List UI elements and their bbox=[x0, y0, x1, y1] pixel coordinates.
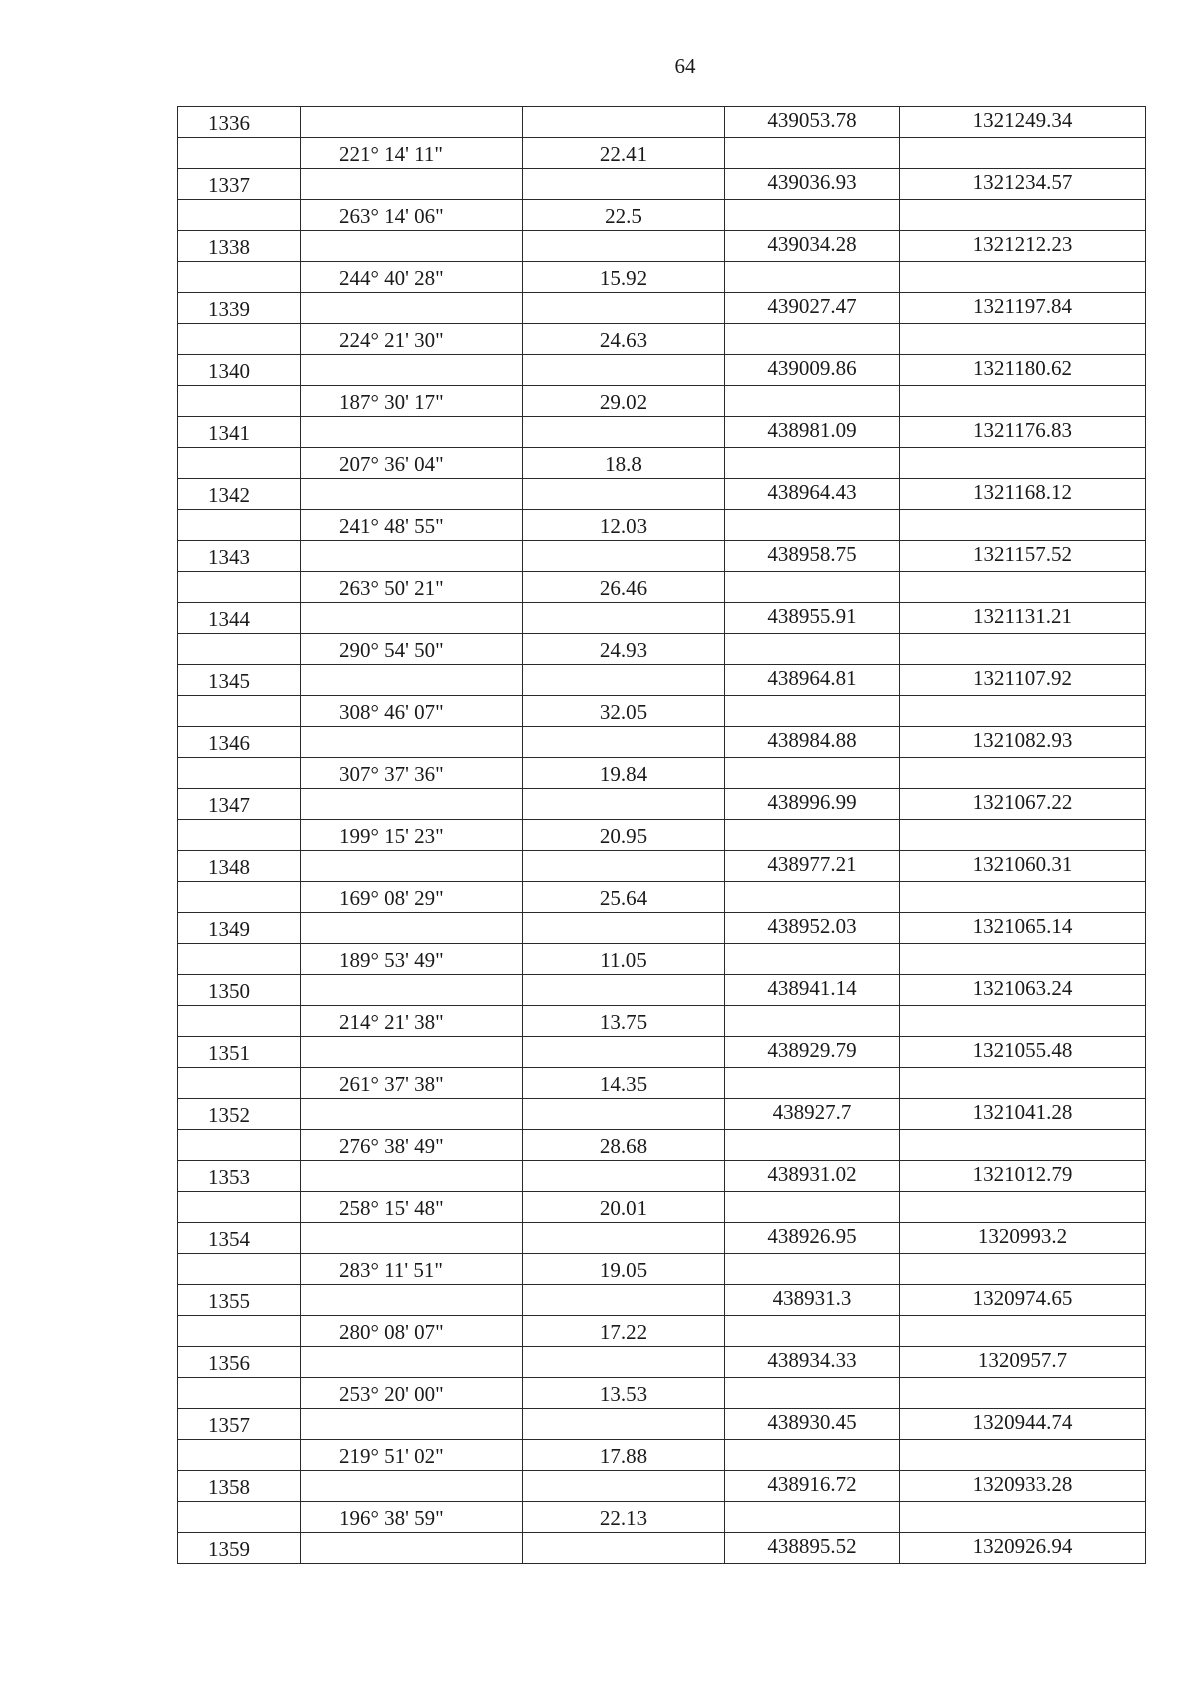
station-row bbox=[178, 479, 1146, 510]
course-row bbox=[178, 1316, 1146, 1347]
station-row bbox=[178, 1223, 1146, 1254]
easting-cell bbox=[725, 882, 900, 913]
bearing-cell: 224° 21' 30" bbox=[301, 324, 523, 355]
course-row bbox=[178, 1440, 1146, 1471]
station-cell: 1339 bbox=[178, 293, 301, 324]
distance-cell: 14.35 bbox=[523, 1068, 725, 1099]
easting-cell: 438952.03 bbox=[725, 913, 900, 944]
bearing-cell bbox=[301, 1347, 523, 1378]
distance-cell bbox=[523, 727, 725, 758]
course-row bbox=[178, 1068, 1146, 1099]
bearing-cell: 258° 15' 48" bbox=[301, 1192, 523, 1223]
distance-cell bbox=[523, 1285, 725, 1316]
station-cell: 1349 bbox=[178, 913, 301, 944]
bearing-cell: 263° 14' 06" bbox=[301, 200, 523, 231]
bearing-cell: 253° 20' 00" bbox=[301, 1378, 523, 1409]
easting-cell: 439053.78 bbox=[725, 107, 900, 138]
bearing-cell bbox=[301, 913, 523, 944]
distance-cell: 28.68 bbox=[523, 1130, 725, 1161]
station-row bbox=[178, 1347, 1146, 1378]
distance-cell bbox=[523, 1533, 725, 1564]
bearing-cell: 207° 36' 04" bbox=[301, 448, 523, 479]
course-row bbox=[178, 448, 1146, 479]
northing-cell bbox=[900, 634, 1146, 665]
bearing-cell bbox=[301, 727, 523, 758]
distance-cell: 13.75 bbox=[523, 1006, 725, 1037]
course-row bbox=[178, 138, 1146, 169]
bearing-cell bbox=[301, 541, 523, 572]
distance-cell bbox=[523, 417, 725, 448]
survey-table-body bbox=[178, 107, 1146, 1564]
northing-cell: 1321060.31 bbox=[900, 851, 1146, 882]
station-cell bbox=[178, 262, 301, 293]
easting-cell bbox=[725, 324, 900, 355]
station-cell bbox=[178, 572, 301, 603]
distance-cell: 17.22 bbox=[523, 1316, 725, 1347]
station-row bbox=[178, 541, 1146, 572]
northing-cell: 1321131.21 bbox=[900, 603, 1146, 634]
bearing-cell bbox=[301, 1409, 523, 1440]
distance-cell bbox=[523, 665, 725, 696]
course-row bbox=[178, 324, 1146, 355]
northing-cell bbox=[900, 448, 1146, 479]
northing-cell bbox=[900, 820, 1146, 851]
easting-cell bbox=[725, 634, 900, 665]
station-cell: 1342 bbox=[178, 479, 301, 510]
easting-cell: 439027.47 bbox=[725, 293, 900, 324]
station-cell: 1338 bbox=[178, 231, 301, 262]
easting-cell bbox=[725, 200, 900, 231]
northing-cell bbox=[900, 696, 1146, 727]
station-row bbox=[178, 417, 1146, 448]
distance-cell: 12.03 bbox=[523, 510, 725, 541]
distance-cell bbox=[523, 1409, 725, 1440]
easting-cell: 438955.91 bbox=[725, 603, 900, 634]
distance-cell bbox=[523, 355, 725, 386]
station-row bbox=[178, 665, 1146, 696]
station-cell bbox=[178, 448, 301, 479]
station-cell: 1352 bbox=[178, 1099, 301, 1130]
northing-cell bbox=[900, 386, 1146, 417]
bearing-cell bbox=[301, 231, 523, 262]
station-cell: 1357 bbox=[178, 1409, 301, 1440]
distance-cell: 24.93 bbox=[523, 634, 725, 665]
northing-cell: 1321180.62 bbox=[900, 355, 1146, 386]
station-row bbox=[178, 293, 1146, 324]
station-cell: 1359 bbox=[178, 1533, 301, 1564]
easting-cell bbox=[725, 1068, 900, 1099]
bearing-cell bbox=[301, 603, 523, 634]
bearing-cell: 307° 37' 36" bbox=[301, 758, 523, 789]
northing-cell: 1321168.12 bbox=[900, 479, 1146, 510]
station-cell bbox=[178, 634, 301, 665]
bearing-cell: 196° 38' 59" bbox=[301, 1502, 523, 1533]
bearing-cell: 169° 08' 29" bbox=[301, 882, 523, 913]
survey-coordinates-table bbox=[177, 106, 1146, 1564]
northing-cell bbox=[900, 758, 1146, 789]
bearing-cell bbox=[301, 789, 523, 820]
bearing-cell bbox=[301, 293, 523, 324]
easting-cell: 438964.43 bbox=[725, 479, 900, 510]
station-row bbox=[178, 1533, 1146, 1564]
bearing-cell bbox=[301, 1471, 523, 1502]
distance-cell: 19.05 bbox=[523, 1254, 725, 1285]
easting-cell bbox=[725, 262, 900, 293]
bearing-cell: 276° 38' 49" bbox=[301, 1130, 523, 1161]
northing-cell bbox=[900, 1068, 1146, 1099]
northing-cell bbox=[900, 138, 1146, 169]
bearing-cell bbox=[301, 169, 523, 200]
northing-cell bbox=[900, 882, 1146, 913]
distance-cell: 13.53 bbox=[523, 1378, 725, 1409]
northing-cell bbox=[900, 324, 1146, 355]
station-row bbox=[178, 1409, 1146, 1440]
distance-cell: 26.46 bbox=[523, 572, 725, 603]
distance-cell bbox=[523, 1161, 725, 1192]
station-cell bbox=[178, 1254, 301, 1285]
easting-cell: 438930.45 bbox=[725, 1409, 900, 1440]
northing-cell bbox=[900, 1130, 1146, 1161]
northing-cell: 1320933.28 bbox=[900, 1471, 1146, 1502]
distance-cell: 20.95 bbox=[523, 820, 725, 851]
easting-cell: 438916.72 bbox=[725, 1471, 900, 1502]
bearing-cell bbox=[301, 1037, 523, 1068]
station-cell bbox=[178, 1192, 301, 1223]
distance-cell: 29.02 bbox=[523, 386, 725, 417]
station-row bbox=[178, 1037, 1146, 1068]
course-row bbox=[178, 262, 1146, 293]
station-row bbox=[178, 603, 1146, 634]
easting-cell: 439036.93 bbox=[725, 169, 900, 200]
course-row bbox=[178, 1254, 1146, 1285]
easting-cell bbox=[725, 1006, 900, 1037]
course-row bbox=[178, 696, 1146, 727]
northing-cell: 1320944.74 bbox=[900, 1409, 1146, 1440]
northing-cell: 1321012.79 bbox=[900, 1161, 1146, 1192]
bearing-cell: 261° 37' 38" bbox=[301, 1068, 523, 1099]
easting-cell: 438895.52 bbox=[725, 1533, 900, 1564]
bearing-cell: 283° 11' 51" bbox=[301, 1254, 523, 1285]
station-cell: 1348 bbox=[178, 851, 301, 882]
course-row bbox=[178, 510, 1146, 541]
station-row bbox=[178, 789, 1146, 820]
easting-cell: 438941.14 bbox=[725, 975, 900, 1006]
distance-cell: 19.84 bbox=[523, 758, 725, 789]
northing-cell bbox=[900, 1440, 1146, 1471]
station-cell: 1347 bbox=[178, 789, 301, 820]
station-cell bbox=[178, 758, 301, 789]
station-cell: 1354 bbox=[178, 1223, 301, 1254]
distance-cell bbox=[523, 1099, 725, 1130]
distance-cell bbox=[523, 1037, 725, 1068]
northing-cell: 1321065.14 bbox=[900, 913, 1146, 944]
bearing-cell bbox=[301, 1285, 523, 1316]
northing-cell bbox=[900, 1316, 1146, 1347]
northing-cell bbox=[900, 1192, 1146, 1223]
easting-cell: 438931.3 bbox=[725, 1285, 900, 1316]
station-cell: 1353 bbox=[178, 1161, 301, 1192]
easting-cell bbox=[725, 1502, 900, 1533]
station-cell bbox=[178, 1006, 301, 1037]
station-cell: 1345 bbox=[178, 665, 301, 696]
easting-cell: 438977.21 bbox=[725, 851, 900, 882]
station-row bbox=[178, 169, 1146, 200]
northing-cell: 1320926.94 bbox=[900, 1533, 1146, 1564]
course-row bbox=[178, 1502, 1146, 1533]
easting-cell: 438981.09 bbox=[725, 417, 900, 448]
bearing-cell bbox=[301, 1099, 523, 1130]
distance-cell: 22.5 bbox=[523, 200, 725, 231]
course-row bbox=[178, 200, 1146, 231]
distance-cell bbox=[523, 975, 725, 1006]
distance-cell: 22.41 bbox=[523, 138, 725, 169]
course-row bbox=[178, 944, 1146, 975]
easting-cell: 438931.02 bbox=[725, 1161, 900, 1192]
northing-cell: 1321157.52 bbox=[900, 541, 1146, 572]
easting-cell: 438958.75 bbox=[725, 541, 900, 572]
easting-cell bbox=[725, 386, 900, 417]
bearing-cell bbox=[301, 665, 523, 696]
distance-cell: 24.63 bbox=[523, 324, 725, 355]
distance-cell: 11.05 bbox=[523, 944, 725, 975]
station-row bbox=[178, 1161, 1146, 1192]
northing-cell: 1321041.28 bbox=[900, 1099, 1146, 1130]
station-cell bbox=[178, 944, 301, 975]
bearing-cell bbox=[301, 975, 523, 1006]
station-cell: 1343 bbox=[178, 541, 301, 572]
course-row bbox=[178, 572, 1146, 603]
station-row bbox=[178, 727, 1146, 758]
course-row bbox=[178, 1192, 1146, 1223]
northing-cell: 1320993.2 bbox=[900, 1223, 1146, 1254]
northing-cell bbox=[900, 944, 1146, 975]
easting-cell bbox=[725, 696, 900, 727]
northing-cell: 1321176.83 bbox=[900, 417, 1146, 448]
bearing-cell: 214° 21' 38" bbox=[301, 1006, 523, 1037]
northing-cell: 1320957.7 bbox=[900, 1347, 1146, 1378]
bearing-cell bbox=[301, 479, 523, 510]
station-cell bbox=[178, 1316, 301, 1347]
easting-cell: 438964.81 bbox=[725, 665, 900, 696]
easting-cell: 438934.33 bbox=[725, 1347, 900, 1378]
course-row bbox=[178, 1378, 1146, 1409]
station-cell: 1355 bbox=[178, 1285, 301, 1316]
station-cell: 1358 bbox=[178, 1471, 301, 1502]
easting-cell bbox=[725, 510, 900, 541]
easting-cell: 438926.95 bbox=[725, 1223, 900, 1254]
station-cell bbox=[178, 1502, 301, 1533]
station-row bbox=[178, 851, 1146, 882]
distance-cell bbox=[523, 1223, 725, 1254]
course-row bbox=[178, 1130, 1146, 1161]
station-row bbox=[178, 913, 1146, 944]
station-cell: 1340 bbox=[178, 355, 301, 386]
station-cell bbox=[178, 200, 301, 231]
distance-cell bbox=[523, 479, 725, 510]
distance-cell: 22.13 bbox=[523, 1502, 725, 1533]
distance-cell bbox=[523, 1347, 725, 1378]
bearing-cell: 221° 14' 11" bbox=[301, 138, 523, 169]
bearing-cell bbox=[301, 851, 523, 882]
bearing-cell bbox=[301, 355, 523, 386]
easting-cell bbox=[725, 1440, 900, 1471]
bearing-cell: 244° 40' 28" bbox=[301, 262, 523, 293]
distance-cell: 20.01 bbox=[523, 1192, 725, 1223]
distance-cell: 18.8 bbox=[523, 448, 725, 479]
easting-cell bbox=[725, 1130, 900, 1161]
easting-cell: 438996.99 bbox=[725, 789, 900, 820]
distance-cell bbox=[523, 1471, 725, 1502]
station-cell: 1344 bbox=[178, 603, 301, 634]
page-number: 64 bbox=[674, 54, 696, 78]
northing-cell bbox=[900, 510, 1146, 541]
distance-cell bbox=[523, 789, 725, 820]
station-cell: 1350 bbox=[178, 975, 301, 1006]
bearing-cell bbox=[301, 1533, 523, 1564]
easting-cell: 438929.79 bbox=[725, 1037, 900, 1068]
course-row bbox=[178, 1006, 1146, 1037]
distance-cell bbox=[523, 603, 725, 634]
station-row bbox=[178, 355, 1146, 386]
northing-cell: 1321082.93 bbox=[900, 727, 1146, 758]
distance-cell: 17.88 bbox=[523, 1440, 725, 1471]
bearing-cell: 219° 51' 02" bbox=[301, 1440, 523, 1471]
easting-cell bbox=[725, 1192, 900, 1223]
station-cell bbox=[178, 1378, 301, 1409]
station-cell: 1351 bbox=[178, 1037, 301, 1068]
easting-cell bbox=[725, 1254, 900, 1285]
northing-cell bbox=[900, 1006, 1146, 1037]
bearing-cell: 290° 54' 50" bbox=[301, 634, 523, 665]
station-cell: 1337 bbox=[178, 169, 301, 200]
course-row bbox=[178, 758, 1146, 789]
station-cell bbox=[178, 510, 301, 541]
easting-cell: 438927.7 bbox=[725, 1099, 900, 1130]
distance-cell bbox=[523, 107, 725, 138]
easting-cell bbox=[725, 944, 900, 975]
station-row bbox=[178, 107, 1146, 138]
station-cell: 1336 bbox=[178, 107, 301, 138]
northing-cell: 1321107.92 bbox=[900, 665, 1146, 696]
easting-cell bbox=[725, 1378, 900, 1409]
distance-cell: 25.64 bbox=[523, 882, 725, 913]
station-cell bbox=[178, 882, 301, 913]
distance-cell: 32.05 bbox=[523, 696, 725, 727]
northing-cell bbox=[900, 1378, 1146, 1409]
easting-cell: 439034.28 bbox=[725, 231, 900, 262]
northing-cell: 1321249.34 bbox=[900, 107, 1146, 138]
easting-cell bbox=[725, 572, 900, 603]
station-cell bbox=[178, 1130, 301, 1161]
station-cell bbox=[178, 138, 301, 169]
station-cell bbox=[178, 324, 301, 355]
bearing-cell: 187° 30' 17" bbox=[301, 386, 523, 417]
station-row bbox=[178, 1099, 1146, 1130]
bearing-cell: 280° 08' 07" bbox=[301, 1316, 523, 1347]
station-cell bbox=[178, 1068, 301, 1099]
station-cell: 1356 bbox=[178, 1347, 301, 1378]
bearing-cell: 199° 15' 23" bbox=[301, 820, 523, 851]
easting-cell bbox=[725, 448, 900, 479]
distance-cell bbox=[523, 851, 725, 882]
distance-cell bbox=[523, 169, 725, 200]
station-cell bbox=[178, 1440, 301, 1471]
northing-cell: 1321067.22 bbox=[900, 789, 1146, 820]
northing-cell: 1321234.57 bbox=[900, 169, 1146, 200]
northing-cell: 1321212.23 bbox=[900, 231, 1146, 262]
bearing-cell: 189° 53' 49" bbox=[301, 944, 523, 975]
course-row bbox=[178, 386, 1146, 417]
easting-cell bbox=[725, 1316, 900, 1347]
northing-cell bbox=[900, 1254, 1146, 1285]
northing-cell: 1321063.24 bbox=[900, 975, 1146, 1006]
station-cell bbox=[178, 820, 301, 851]
northing-cell: 1321197.84 bbox=[900, 293, 1146, 324]
bearing-cell bbox=[301, 107, 523, 138]
station-cell bbox=[178, 386, 301, 417]
northing-cell bbox=[900, 200, 1146, 231]
easting-cell bbox=[725, 820, 900, 851]
bearing-cell: 241° 48' 55" bbox=[301, 510, 523, 541]
northing-cell bbox=[900, 1502, 1146, 1533]
distance-cell: 15.92 bbox=[523, 262, 725, 293]
course-row bbox=[178, 634, 1146, 665]
distance-cell bbox=[523, 541, 725, 572]
bearing-cell bbox=[301, 417, 523, 448]
northing-cell bbox=[900, 572, 1146, 603]
station-cell: 1346 bbox=[178, 727, 301, 758]
station-row bbox=[178, 1471, 1146, 1502]
bearing-cell bbox=[301, 1223, 523, 1254]
easting-cell: 439009.86 bbox=[725, 355, 900, 386]
bearing-cell: 308° 46' 07" bbox=[301, 696, 523, 727]
northing-cell: 1321055.48 bbox=[900, 1037, 1146, 1068]
easting-cell bbox=[725, 138, 900, 169]
distance-cell bbox=[523, 293, 725, 324]
easting-cell bbox=[725, 758, 900, 789]
northing-cell bbox=[900, 262, 1146, 293]
northing-cell: 1320974.65 bbox=[900, 1285, 1146, 1316]
station-cell bbox=[178, 696, 301, 727]
station-row bbox=[178, 1285, 1146, 1316]
bearing-cell: 263° 50' 21" bbox=[301, 572, 523, 603]
course-row bbox=[178, 820, 1146, 851]
station-row bbox=[178, 231, 1146, 262]
station-row bbox=[178, 975, 1146, 1006]
distance-cell bbox=[523, 913, 725, 944]
course-row bbox=[178, 882, 1146, 913]
station-cell: 1341 bbox=[178, 417, 301, 448]
distance-cell bbox=[523, 231, 725, 262]
easting-cell: 438984.88 bbox=[725, 727, 900, 758]
bearing-cell bbox=[301, 1161, 523, 1192]
